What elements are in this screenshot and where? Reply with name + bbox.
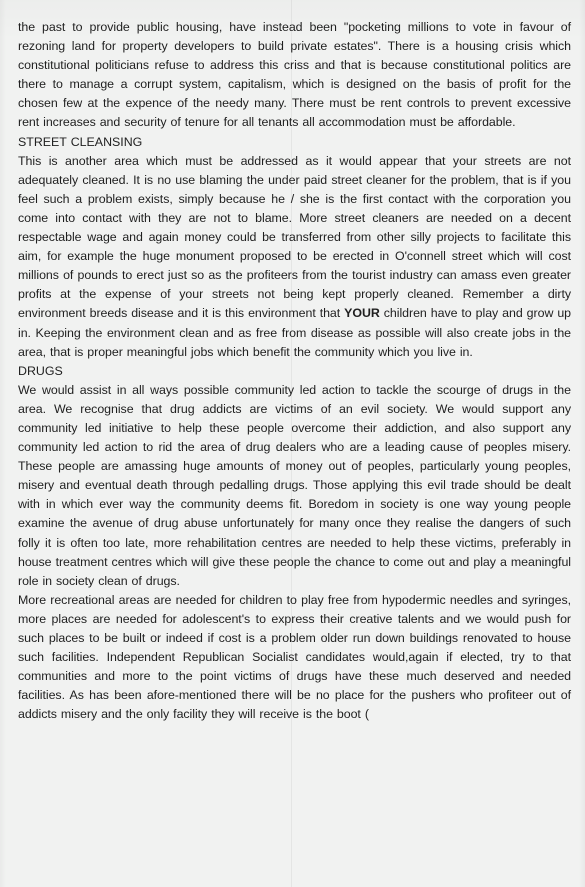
street-cleansing-heading: STREET CLEANSING — [18, 134, 143, 149]
street-cleansing-text-part2: children have to play and grow up in. Keeping the environment clean and as free from disease as possible will also create jobs in the area, that is proper meaningful jobs which benefit the community which you live in. — [18, 306, 572, 359]
street-cleansing-paragraph — [18, 152, 571, 362]
drugs-paragraph-2: More recreational areas are needed for children to play free from hypodermic needles and syringes, more places are needed for adolescent's to express their creative talents and we would push for such places to be built or indeed if cost is a problem older run down buildings renovated to house such facilities. Independent Republican Socialist candidates would,again if elected, try to that communities and more to the point victims of drugs have these much deserved and needed facilities. As has been afore-mentioned there will be no place for the pushers who profiteer out of addicts misery and the only facility they will receive is the boot ( — [18, 592, 571, 722]
document-body — [18, 18, 571, 724]
emphasis-your: YOUR — [344, 306, 380, 321]
drugs-heading: DRUGS — [18, 363, 63, 378]
housing-paragraph: the past to provide public housing, have instead been "pocketing millions to vote in favour of rezoning land for property developers to build private estates". There is a housing crisis which constitutional politicians refuse to address this criss and that is because constitutional politics are there to manage a corrupt system, capitalism, which is designed on the basis of profit for the chosen few at the expence of the needy many. There must be rent controls to prevent excessive rent increases and security of tenure for all tenants all accommodation must be affordable. — [18, 20, 571, 130]
drugs-paragraph-1: We would assist in all ways possible community led action to tackle the scourge of drugs in the area. We recognise that drug addicts are victims of an evil society. We would support any community led initiative to help these people overcome their addiction, and also support any community led action to rid the area of drug dealers who are a leading cause of peoples misery. These people are amassing huge amounts of money out of peoples, particularly young peoples, misery and eventual death through pedalling drugs. Those applying this evil trade should be dealt with in which ever way the community deems fit. Boredom in society is one way young people examine the avenue of drug abuse unfortunately for many once they realise the dangers of such folly it is often too late, more rehabilitation centres are needed to help these victims, preferably in house treatment centres which will give these people the chance to come out and play a meaningful role in society clean of drugs. — [18, 382, 571, 588]
street-cleansing-text-part1: This is another area which must be addressed as it would appear that your streets are not adequately cleaned. It is no use blaming the under paid street cleaner for the problem, that is if you feel such a problem exists, simply because he / she is the first contact with the corporation you come into contact with they are not to blame. More street cleaners are needed on a decent respectable wage and again money could be transferred from other silly projects to facilitate this aim, for example the huge monument proposed to be erected in O'connell street which will cost millions of pounds to erect just so as the profiteers from the tourist industry can amass even greater profits at the expense of your streets not being kept properly cleaned. Remember a dirty environment breeds disease and it is this environment that — [18, 153, 571, 321]
